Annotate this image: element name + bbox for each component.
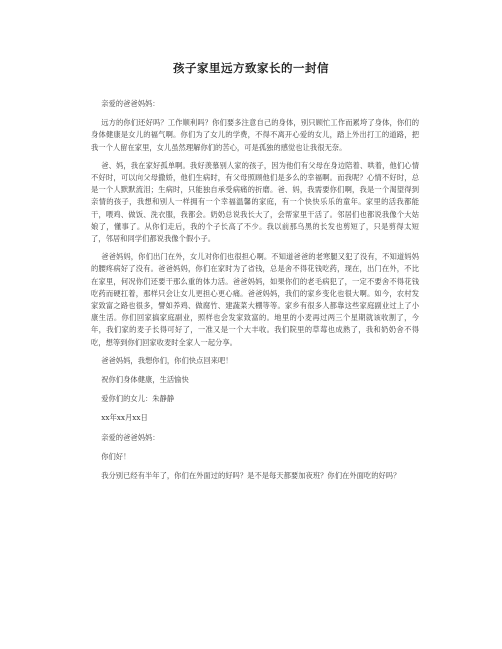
greeting: 你们好！ [101,451,131,461]
document-title: 孩子家里远方致家长的一封信 [173,61,329,75]
paragraph: 远方的你们还好吗？工作顺利吗？你们要多注意自己的身体，别只顾忙工作而累垮了身体，你们的身体健康是女儿的福气啊。你们为了女儿的学费，不得不离开心爱的女儿，踏上外出打工的道路，把我一个人留在家里，女儿虽然理解你们的苦心，可是孤独的感觉也让我很无奈。 [91,118,419,152]
salutation: 亲爱的爸爸妈妈： [101,99,160,108]
paragraph: 我分别已经有半年了，你们在外面过的好吗？是不是每天都要加夜班？你们在外面吃的好吗？ [101,471,401,481]
paragraph: 爸爸妈妈，你们出门在外，女儿对你们也很担心啊。不知道爸爸的老寒腿又犯了没有，不知道妈妈的腰疼病好了没有。爸爸妈妈，你们在家时为了省钱，总是舍不得花钱吃药，现在，出门在外，不比在家里，何况你们还要干那么重的体力活。爸爸妈妈，如果你们的老毛病犯了，一定不要舍不得花钱吃药而硬扛着，那样只会让女儿更担心更心痛。爸爸妈妈，我们的家乡变化也很大啊。如今，农村发家致富之路也很多，譬如养鸡、做腐竹、建蔬菜大棚等等。家乡有很多人都靠这些家庭副业过上了小康生活。你们回家搞家庭副业，照样也会发家致富的。地里的小麦再过两三个星期就该收割了，今年，我们家的麦子长得可好了，一准又是一个大丰收。我们院里的草莓也成熟了，我和奶奶舍不得吃，想等到你们回家收麦时全家人一起分享。 [91,252,419,347]
paragraph: 爸爸妈妈，我想你们，你们快点回来吧！ [101,355,233,365]
signature: 爱你们的女儿：朱静静 [101,394,175,404]
document-body [91,98,419,488]
closing-wish: 祝你们身体健康，生活愉快 [101,375,189,385]
paragraph: 爸、妈，我在家好孤单啊。我好羡慕别人家的孩子，因为他们有父母在身边陪着、哄着，他们心情不好时，可以向父母撒娇，他们生病时，有父母照顾他们是多么的幸福啊。而我呢？心情不好时，总是一个人默默流泪；生病时，只能独自承受病痛的折磨。爸、妈，我需要你们啊，我是一个渴望得到亲情的孩子，我想和别人一样拥有一个幸福温馨的家庭，有一个快快乐乐的童年。家里的活我都能干，喂鸡、做饭、洗衣服，我都会。奶奶总说我长大了，会帮家里干活了。邻居们也都说我像个大姑娘了，懂事了。从你们走后，我的个子长高了不少。我以前那乌黑的长发也剪短了，只是剪得太短了，邻居和同学们都说我像个假小子。 [91,160,419,244]
salutation: 亲爱的爸爸妈妈： [101,432,160,442]
date: xx年xx月xx日 [101,413,148,423]
